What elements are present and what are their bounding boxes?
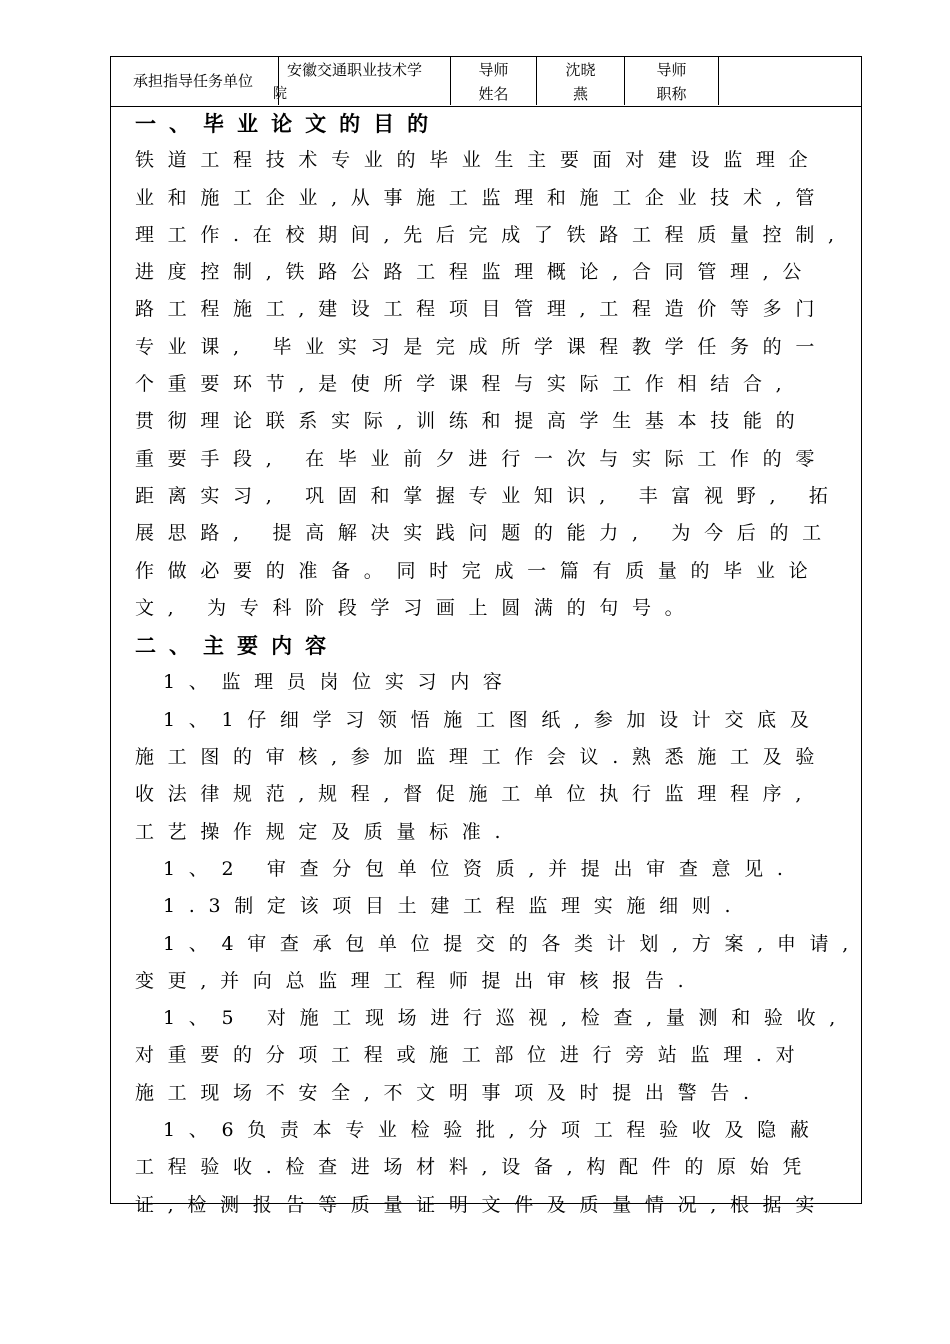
section-heading: 二、主要内容	[135, 633, 340, 659]
body-text-line: 展思路, 提高解决实践问题的能力, 为今后的工	[135, 522, 835, 545]
document-frame	[110, 56, 862, 1216]
body-text-line: 1、5 对施工现场进行巡视,检查,量测和验收,	[163, 1007, 849, 1030]
body-text-line: 文, 为专科阶段学习画上圆满的句号。	[135, 596, 698, 619]
body-text-line: 工程验收.检查进场材料,设备,构配件的原始凭	[135, 1156, 816, 1179]
body-text-line: 施工图的审核,参加监理工作会议.熟悉施工及验	[135, 746, 829, 769]
body-text-line: 1、4审查承包单位提交的各类计划,方案,申请,	[163, 932, 862, 955]
body-text-line: 铁道工程技术专业的毕业生主要面对建设监理企	[135, 149, 822, 172]
body-text-line: 个重要环节,是使所学课程与实际工作相结合,	[135, 373, 796, 396]
body-text-line: 收法律规范,规程,督促施工单位执行监理程序,	[135, 783, 816, 806]
advisor-name-label-line1: 导师	[478, 61, 509, 79]
unit-value-cell	[273, 57, 451, 105]
body-text-line: 1、6负责本专业检验批,分项工程验收及隐蔽	[163, 1119, 823, 1142]
body-text-line: 对重要的分项工程或施工部位进行旁站监理.对	[135, 1044, 809, 1067]
body-text-line: 业和施工企业,从事施工监理和施工企业技术,管	[135, 186, 829, 209]
body-text-line: 施工现场不安全,不文明事项及时提出警告.	[135, 1081, 763, 1104]
body-text-line: 专业课, 毕业实习是完成所学课程教学任务的一	[135, 335, 829, 358]
advisor-name-cell	[537, 57, 625, 105]
body-text-line: 理工作.在校期间,先后完成了铁路工程质量控制,	[135, 223, 848, 246]
body-text-line: 贯彻理论联系实际,训练和提高学生基本技能的	[135, 410, 809, 433]
advisor-name-line1: 沈晓	[565, 61, 596, 79]
body-text-line: 路工程施工,建设工程项目管理,工程造价等多门	[135, 298, 829, 321]
unit-label-cell	[111, 57, 279, 105]
header-table	[111, 57, 861, 107]
advisor-title-label-cell	[625, 57, 719, 105]
advisor-name-label-line2: 姓名	[478, 85, 509, 103]
advisor-name-line2: 燕	[572, 85, 588, 103]
unit-label: 承担指导任务单位	[133, 72, 254, 90]
advisor-name-label-cell	[451, 57, 537, 105]
advisor-title-cell	[719, 57, 861, 105]
advisor-title-label-line2: 职称	[656, 85, 687, 103]
body-text-line: 作做必要的准备。同时完成一篇有质量的毕业论	[135, 559, 822, 582]
body-text-line: 工艺操作规定及质量标准.	[135, 820, 515, 843]
body-text-line: 1、2 审查分包单位资质,并提出审查意见.	[163, 857, 797, 880]
body-text-line: 距离实习, 巩固和掌握专业知识, 丰富视野, 拓	[135, 484, 842, 507]
body-text-line: 变更,并向总监理工程师提出审核报告.	[135, 969, 698, 992]
unit-value-line2: 院	[273, 86, 287, 102]
body-text-line: 1、1仔细学习领悟施工图纸,参加设计交底及	[163, 708, 823, 731]
section-heading: 一、毕业论文的目的	[135, 111, 442, 136]
body-text-line: 重要手段, 在毕业前夕进行一次与实际工作的零	[135, 447, 829, 470]
unit-value-line1: 安徽交通职业技术学	[287, 61, 423, 79]
document-body	[135, 105, 862, 1224]
body-text-line: 证,检测报告等质量证明文件及质量情况,根据实	[135, 1193, 829, 1216]
body-text-line: 进度控制,铁路公路工程监理概论,合同管理,公	[135, 261, 816, 284]
body-text-line: 1、监理员岗位实习内容	[163, 671, 516, 694]
advisor-title-label-line1: 导师	[656, 61, 687, 79]
body-text-line: 1.3制定该项目土建工程监理实施细则.	[163, 895, 745, 918]
